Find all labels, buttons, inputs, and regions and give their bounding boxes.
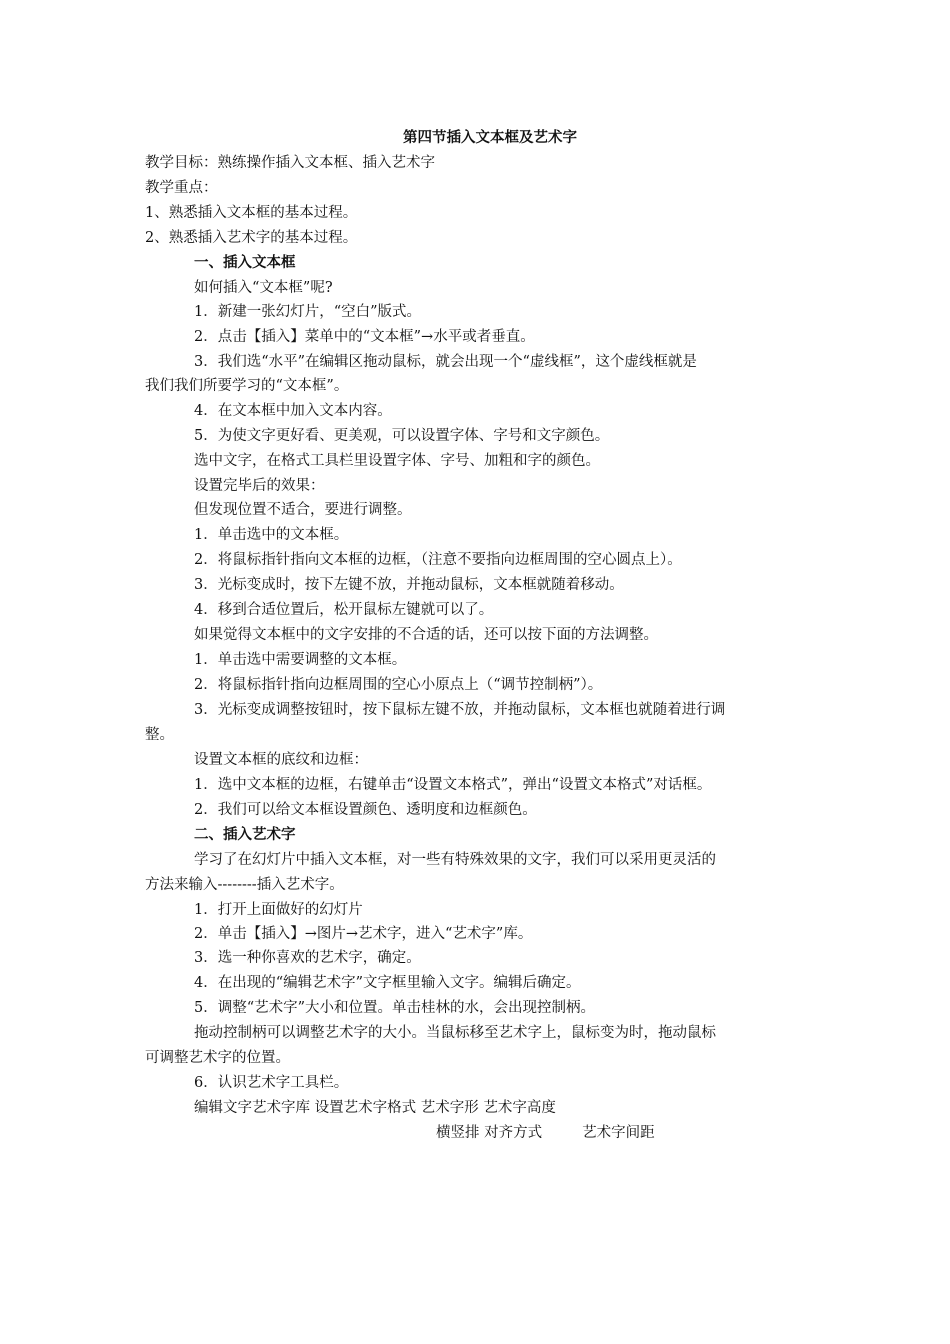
paragraph-line: 拖动控制柄可以调整艺术字的大小。当鼠标移至艺术字上，鼠标变为时，拖动鼠标: [194, 1025, 716, 1041]
paragraph-line: 设置完毕后的效果：: [194, 478, 325, 494]
focus-label: 教学重点：: [145, 180, 218, 196]
paragraph-line: 1．打开上面做好的幻灯片: [194, 902, 363, 918]
wordart-toolbar-row-1: 编辑文字艺术字库 设置艺术字格式 艺术字形 艺术字高度: [194, 1100, 556, 1116]
paragraph-line: 如果觉得文本框中的文字安排的不合适的话，还可以按下面的方法调整。: [194, 627, 658, 643]
paragraph-line: 1．新建一张幻灯片，“空白”版式。: [194, 304, 422, 320]
paragraph-line: 如何插入“文本框”呢?: [194, 280, 333, 296]
paragraph-line: 1．单击选中的文本框。: [194, 527, 349, 543]
paragraph-line: 设置文本框的底纹和边框：: [194, 752, 368, 768]
toolbar-label: 横竖排 对齐方式: [436, 1125, 543, 1141]
paragraph-line: 2．点击【插入】菜单中的“文本框”→水平或者垂直。: [194, 329, 535, 345]
wordart-toolbar-row-2: [436, 1121, 836, 1145]
toolbar-label: 艺术字间距: [582, 1125, 655, 1141]
paragraph-line: 4．在文本框中加入文本内容。: [194, 403, 392, 419]
paragraph-line: 可调整艺术字的位置。: [145, 1050, 290, 1066]
paragraph-line: 1．选中文本框的边框，右键单击“设置文本格式”，弹出“设置文本格式”对话框。: [194, 777, 712, 793]
paragraph-line: 1．单击选中需要调整的文本框。: [194, 652, 407, 668]
paragraph-line: 我们我们所要学习的“文本框”。: [145, 378, 349, 394]
paragraph-line: 2．将鼠标指针指向边框周围的空心小原点上（“调节控制柄”）。: [194, 677, 603, 693]
objective-line: 教学目标：熟练操作插入文本框、插入艺术字: [145, 155, 435, 171]
paragraph-line: 4．在出现的“编辑艺术字”文字框里输入文字。编辑后确定。: [194, 975, 581, 991]
paragraph-line: 3．光标变成调整按钮时，按下鼠标左键不放，并拖动鼠标，文本框也就随着进行调: [194, 702, 726, 718]
paragraph-line: 6．认识艺术字工具栏。: [194, 1075, 349, 1091]
paragraph-line: 3．我们选“水平”在编辑区拖动鼠标，就会出现一个“虚线框”，这个虚线框就是: [194, 354, 697, 370]
paragraph-line: 选中文字，在格式工具栏里设置字体、字号、加粗和字的颜色。: [194, 453, 600, 469]
paragraph-line: 2．我们可以给文本框设置颜色、透明度和边框颜色。: [194, 802, 537, 818]
paragraph-line: 整。: [145, 727, 174, 743]
section-heading-textbox: 一、插入文本框: [194, 254, 296, 271]
paragraph-line: 5．调整“艺术字”大小和位置。单击桂林的水，会出现控制柄。: [194, 1000, 596, 1016]
paragraph-line: 2．将鼠标指针指向文本框的边框，（注意不要指向边框周围的空心圆点上）。: [194, 552, 682, 568]
paragraph-line: 但发现位置不适合，要进行调整。: [194, 502, 412, 518]
paragraph-line: 学习了在幻灯片中插入文本框，对一些有特殊效果的文字，我们可以采用更灵活的: [194, 852, 716, 868]
paragraph-line: 3．选一种你喜欢的艺术字，确定。: [194, 950, 421, 966]
section-heading-wordart: 二、插入艺术字: [194, 826, 296, 843]
focus-item: 2、熟悉插入艺术字的基本过程。: [145, 230, 358, 246]
paragraph-line: 方法来输入--------插入艺术字。: [145, 877, 344, 893]
paragraph-line: 2．单击【插入】→图片→艺术字，进入“艺术字”库。: [194, 926, 533, 942]
paragraph-line: 5．为使文字更好看、更美观，可以设置字体、字号和文字颜色。: [194, 428, 610, 444]
paragraph-line: 3．光标变成时，按下左键不放，并拖动鼠标，文本框就随着移动。: [194, 577, 624, 593]
focus-item: 1、熟悉插入文本框的基本过程。: [145, 205, 358, 221]
page-title: 第四节插入文本框及艺术字: [403, 129, 577, 146]
paragraph-line: 4．移到合适位置后，松开鼠标左键就可以了。: [194, 602, 494, 618]
